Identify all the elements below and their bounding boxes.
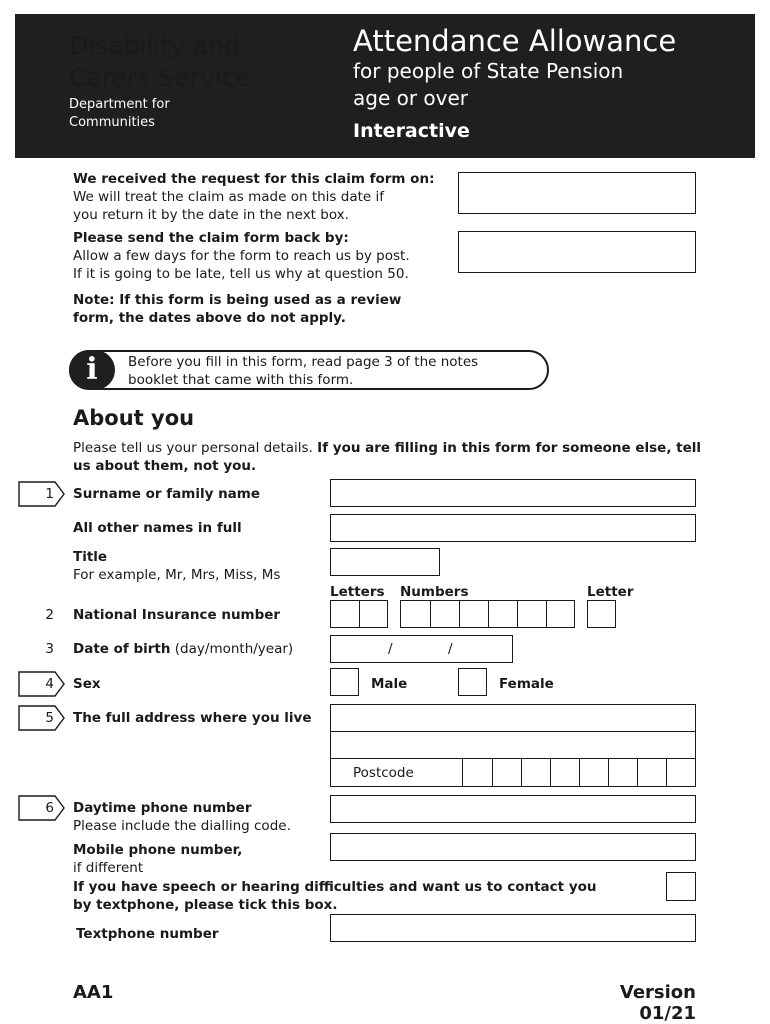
question-number-3: 3 — [45, 641, 54, 657]
received-block — [73, 170, 453, 224]
female-label: Female — [499, 676, 554, 692]
surname-label: Surname or family name — [73, 486, 261, 502]
ni-letters-field[interactable] — [330, 600, 388, 628]
dob-separator-1: / — [388, 641, 393, 657]
send-line-1: Allow a few days for the form to reach us by post. — [73, 248, 410, 264]
received-date-field[interactable] — [458, 172, 696, 214]
info-text — [128, 353, 538, 389]
send-back-block — [73, 229, 453, 283]
sub-line-1: Department for — [69, 97, 170, 112]
form-version: Version 01/21 — [619, 982, 696, 1024]
daytime-phone-field[interactable] — [330, 795, 696, 823]
mobile-phone-hint: if different — [73, 860, 144, 876]
textphone-line-2: by textphone, please tick this box. — [73, 897, 338, 913]
intro-bold-2: us about them, not you. — [73, 458, 257, 474]
male-checkbox[interactable] — [330, 668, 359, 696]
title-label: Title — [73, 549, 108, 565]
address-line-2-field[interactable] — [330, 731, 696, 759]
dob-label-bold: Date of birth — [73, 641, 171, 657]
question-number-6: 6 — [45, 800, 54, 816]
postcode-label: Postcode — [353, 765, 414, 781]
ni-letter-label: Letter — [587, 584, 634, 600]
about-intro — [73, 439, 713, 475]
subtitle-line-1: for people of State Pension — [353, 59, 624, 83]
ni-letters-label: Letters — [330, 584, 385, 600]
intro-plain: Please tell us your personal details. — [73, 440, 318, 456]
received-line-2: you return it by the date in the next box. — [73, 207, 349, 223]
question-number-1: 1 — [45, 486, 54, 502]
title-block — [73, 548, 280, 584]
textphone-checkbox[interactable] — [666, 872, 696, 901]
textphone-number-label: Textphone number — [76, 926, 219, 942]
info-line-2: booklet that came with this form. — [128, 372, 354, 388]
postcode-field[interactable] — [462, 758, 696, 787]
form-code: AA1 — [73, 982, 114, 1003]
textphone-question — [73, 878, 633, 914]
ni-label: National Insurance number — [73, 607, 281, 623]
dob-label-plain: (day/month/year) — [170, 641, 294, 657]
textphone-line-1: If you have speech or hearing difficulties and want us to contact you — [73, 879, 597, 895]
ni-letter-field[interactable] — [587, 600, 616, 628]
address-label: The full address where you live — [73, 710, 312, 726]
interactive-label: Interactive — [353, 120, 470, 142]
section-heading: About you — [73, 406, 195, 430]
review-note — [73, 291, 453, 327]
sub-line-2: Communities — [69, 115, 155, 130]
mobile-phone-field[interactable] — [330, 833, 696, 861]
send-line-2: If it is going to be late, tell us why at question 50. — [73, 266, 409, 282]
note-line-2: form, the dates above do not apply. — [73, 310, 346, 326]
dob-field[interactable] — [330, 635, 513, 663]
note-line-1: Note: If this form is being used as a review — [73, 292, 402, 308]
form-title: Attendance Allowance — [353, 24, 677, 58]
received-line-1: We will treat the claim as made on this date if — [73, 189, 384, 205]
dept-line-1: Disability and — [69, 31, 240, 60]
send-back-date-field[interactable] — [458, 231, 696, 273]
mobile-phone-block — [73, 841, 242, 877]
mobile-phone-label: Mobile phone number, — [73, 842, 243, 858]
textphone-number-field[interactable] — [330, 914, 696, 942]
info-line-1: Before you fill in this form, read page 3 of the notes — [128, 354, 479, 370]
subtitle-line-2: age or over — [353, 86, 469, 110]
address-line-1-field[interactable] — [330, 704, 696, 732]
surname-field[interactable] — [330, 479, 696, 507]
other-names-label: All other names in full — [73, 520, 242, 536]
question-number-4: 4 — [45, 676, 54, 692]
dob-label — [73, 640, 293, 658]
ni-numbers-label: Numbers — [400, 584, 469, 600]
title-field[interactable] — [330, 548, 440, 576]
intro-bold-1: If you are filling in this form for someone else, tell — [317, 440, 702, 456]
question-number-2: 2 — [45, 607, 54, 623]
received-heading: We received the request for this claim form on: — [73, 171, 435, 187]
department-name — [69, 30, 319, 94]
daytime-phone-block — [73, 799, 291, 835]
ni-numbers-field[interactable] — [400, 600, 575, 628]
sex-label: Sex — [73, 676, 101, 692]
male-label: Male — [371, 676, 408, 692]
other-names-field[interactable] — [330, 514, 696, 542]
daytime-phone-hint: Please include the dialling code. — [73, 818, 291, 834]
dept-line-2: Carers Service — [69, 63, 251, 92]
title-hint: For example, Mr, Mrs, Miss, Ms — [73, 567, 281, 583]
form-subtitle — [353, 58, 673, 112]
question-number-5: 5 — [45, 710, 54, 726]
send-heading: Please send the claim form back by: — [73, 230, 349, 246]
dob-separator-2: / — [448, 641, 453, 657]
info-icon: i — [69, 350, 115, 390]
department-subtitle — [69, 96, 269, 132]
female-checkbox[interactable] — [458, 668, 487, 696]
daytime-phone-label: Daytime phone number — [73, 800, 252, 816]
